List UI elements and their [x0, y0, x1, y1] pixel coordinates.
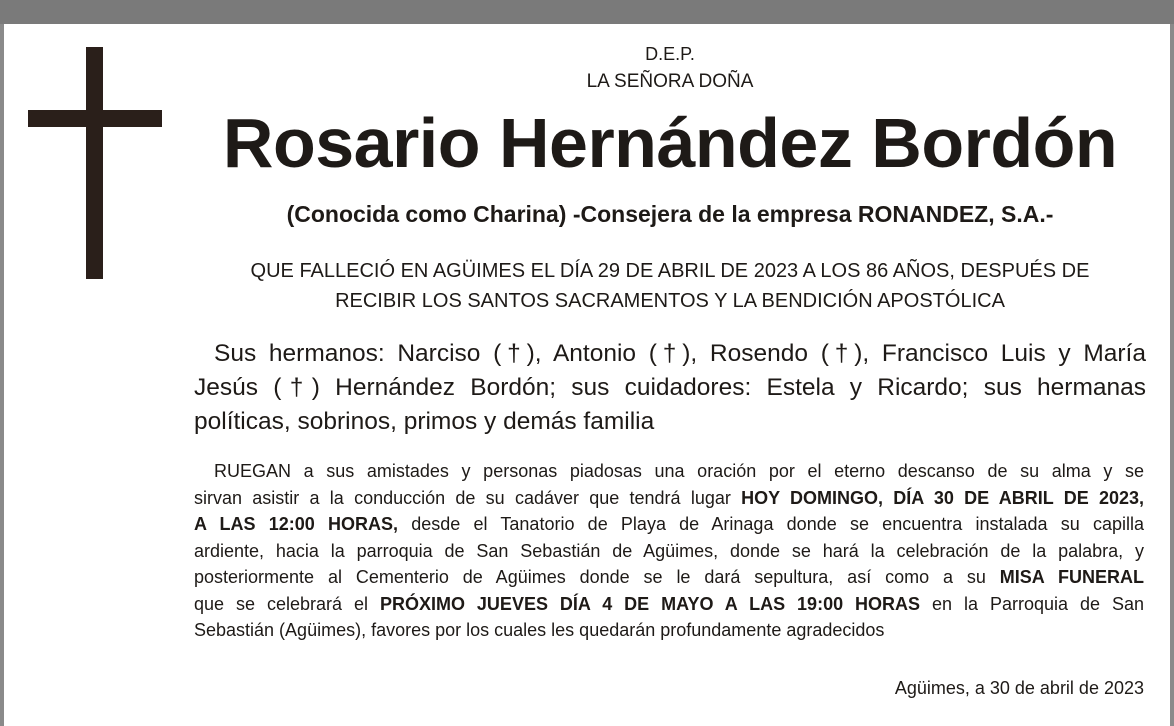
ruegan-line-7: Sebastián (Agüimes), favores por los cuales les quedarán profundamente agradecidos: [194, 620, 885, 640]
death-notice: [190, 256, 1150, 316]
ruegan-line-3-bold: A LAS 12:00 HORAS,: [194, 514, 399, 534]
cross-icon: [28, 47, 162, 279]
right-frame-border: [1170, 24, 1174, 726]
deceased-name: Rosario Hernández Bordón: [222, 104, 1118, 182]
left-frame-border: [0, 24, 4, 726]
death-notice-line-1: QUE FALLECIÓ EN AGÜIMES EL DÍA 29 DE ABRIL DE 2023 A LOS 86 AÑOS, DESPUÉS DE: [250, 260, 1090, 282]
ruegan-line-5-bold: MISA FUNERAL: [999, 567, 1144, 587]
ruegan-paragraph: [194, 458, 1144, 644]
top-border-band: [0, 0, 1174, 24]
honorific-heading: LA SEÑORA DOÑA: [586, 71, 754, 92]
ruegan-line-3: [194, 511, 1144, 538]
family-line-3: políticas, sobrinos, primos y demás familia: [194, 408, 655, 435]
ruegan-line-2: [194, 485, 1144, 512]
family-paragraph: [194, 337, 1146, 439]
place-and-date: Agüimes, a 30 de abril de 2023: [894, 678, 1144, 698]
family-line-1: Sus hermanos: Narciso (†), Antonio (†), Rosendo (†), Francisco Luis y María: [214, 340, 1146, 367]
ruegan-line-6-bold: PRÓXIMO JUEVES DÍA 4 DE MAYO A LAS 19:00 HORAS: [379, 593, 921, 614]
ruegan-line-2-text: sirvan asistir a la conducción de su cadáver que tendrá lugar: [194, 487, 742, 508]
cross-vertical-bar: [86, 47, 103, 279]
dep-heading: D.E.P.: [645, 44, 695, 64]
death-notice-line-2: RECIBIR LOS SANTOS SACRAMENTOS Y LA BENDICIÓN APOSTÓLICA: [335, 290, 1005, 312]
family-line-2: Jesús (†) Hernández Bordón; sus cuidadores: Estela y Ricardo; sus hermanas: [194, 374, 1146, 401]
ruegan-line-6: [194, 591, 1144, 618]
known-as-line: (Conocida como Charina) -Consejera de la empresa RONANDEZ, S.A.-: [286, 201, 1054, 227]
ruegan-line-4: ardiente, hacia la parroquia de San Sebastián de Agüimes, donde se hará la celebración de la palabra, y: [194, 540, 1144, 561]
cross-horizontal-bar: [28, 110, 162, 127]
ruegan-line-6-text-a: que se celebrará el: [194, 593, 380, 614]
ruegan-line-3-text: desde el Tanatorio de Playa de Arinaga donde se encuentra instalada su capilla: [398, 514, 1144, 534]
ruegan-line-5: [194, 564, 1144, 591]
ruegan-line-2-bold: HOY DOMINGO, DÍA 30 DE ABRIL DE 2023,: [741, 487, 1144, 508]
ruegan-line-1: RUEGAN a sus amistades y personas piadosas una oración por el eterno descanso de su alma y se: [214, 461, 1144, 481]
ruegan-line-6-text-b: en la Parroquia de San: [920, 593, 1144, 614]
ruegan-line-5-text: posteriormente al Cementerio de Agüimes donde se le dará sepultura, así como a su: [194, 567, 1000, 587]
